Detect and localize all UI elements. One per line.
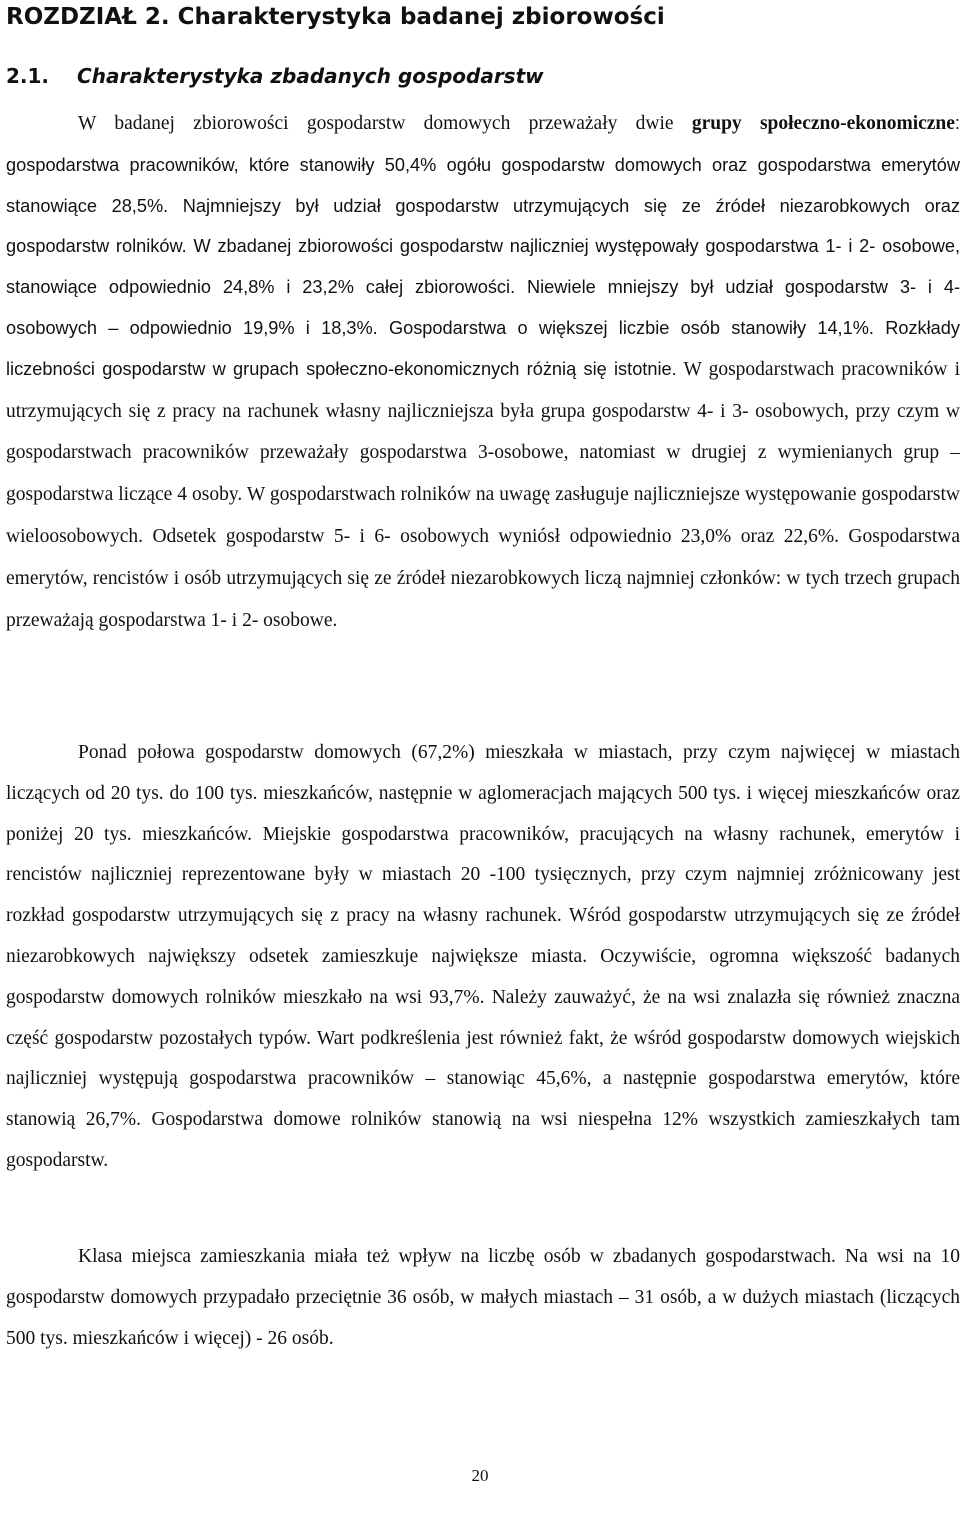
paragraph-1-sans-text: : gospodarstwa pracowników, które stanowiły 50,4% ogółu gospodarstw domowych oraz gospodarstwa emerytów stanowiące 28,5%. Najmniejszy był udział gospodarstw utrzymujących się ze źródeł niezarobkowych oraz gospodarstw rolników. W zbadanej zbiorowości gospodarstw najliczniej występowały gospodarstwa 1- i 2- osobowe, stanowiące odpowiednio 24,8% i 23,2% całej zbiorowości. Niewiele mniejszy był udział gospodarstw 3- i 4- osobowych – odpowiednio 19,9% i 18,3%. Gospodarstwa o większej liczbie osób stanowiły 14,1%. Rozkłady liczebności gospodarstw w grupach społeczno-ekonomicznych różnią się istotnie. bbox=[6, 113, 960, 379]
section-heading bbox=[6, 63, 544, 89]
paragraph-place-of-residence: Ponad połowa gospodarstw domowych (67,2%) mieszkała w miastach, przy czym najwięcej w miastach liczących od 20 tys. do 100 tys. mieszkańców, następnie w aglomeracjach mających 500 tys. i więcej mieszkańców oraz poniżej 20 tys. mieszkańców. Miejskie gospodarstwa pracowników, pracujących na własny rachunek, emerytów i rencistów najliczniej reprezentowane były w miastach 20 -100 tysięcznych, przy czym najmniej zróżnicowany jest rozkład gospodarstw utrzymujących się z pracy na własny rachunek. Wśród gospodarstw utrzymujących się ze źródeł niezarobkowych największy odsetek zamieszkuje największe miasta. Oczywiście, ogromna większość badanych gospodarstw domowych rolników mieszkało na wsi 93,7%. Należy zauważyć, że na wsi znalazła się również znaczna część gospodarstw pozostałych typów. Wart podkreślenia jest również fakt, że wśród gospodarstw domowych wiejskich najliczniej występują gospodarstwa pracowników – stanowiąc 45,6%, a następnie gospodarstwa emerytów, które stanowią 26,7%. Gospodarstwa domowe rolników stanowią na wsi niespełna 12% wszystkich zamieszkałych tam gospodarstw. bbox=[6, 742, 960, 1171]
paragraph-households-structure bbox=[6, 103, 960, 641]
paragraph-1-bold-term: grupy społeczno-ekonomiczne bbox=[691, 113, 955, 134]
chapter-title: ROZDZIAŁ 2. Charakterystyka badanej zbiorowości bbox=[6, 4, 665, 30]
section-title: Charakterystyka zbadanych gospodarstw bbox=[77, 64, 544, 88]
section-number: 2.1. bbox=[6, 64, 50, 88]
page-number: 20 bbox=[471, 1466, 489, 1485]
paragraph-household-size: Klasa miejsca zamieszkania miała też wpływ na liczbę osób w zbadanych gospodarstwach. Na wsi na 10 gospodarstw domowych przypadało przeciętnie 36 osób, w małych miastach – 31 osób, a w dużych miastach (liczących 500 tys. mieszkańców i więcej) - 26 osób. bbox=[6, 1246, 960, 1349]
paragraph-1-intro: W badanej zbiorowości gospodarstw domowych przeważały dwie bbox=[78, 113, 692, 134]
paragraph-1-serif-text: W gospodarstwach pracowników i utrzymujących się z pracy na rachunek własny najliczniejsza była grupa gospodarstw 4- i 3- osobowych, przy czym w gospodarstwach pracowników przeważały gospodarstwa 3-osobowe, natomiast w drugiej z wymienianych grup – gospodarstwa liczące 4 osoby. W gospodarstwach rolników na uwagę zasługuje najliczniejsze występowanie gospodarstw wieloosobowych. Odsetek gospodarstw 5- i 6- osobowych wyniósł odpowiednio 23,0% oraz 22,6%. Gospodarstwa emerytów, rencistów i osób utrzymujących się ze źródeł niezarobkowych liczą najmniej członków: w tych trzech grupach przeważają gospodarstwa 1- i 2- osobowe. bbox=[6, 358, 960, 631]
